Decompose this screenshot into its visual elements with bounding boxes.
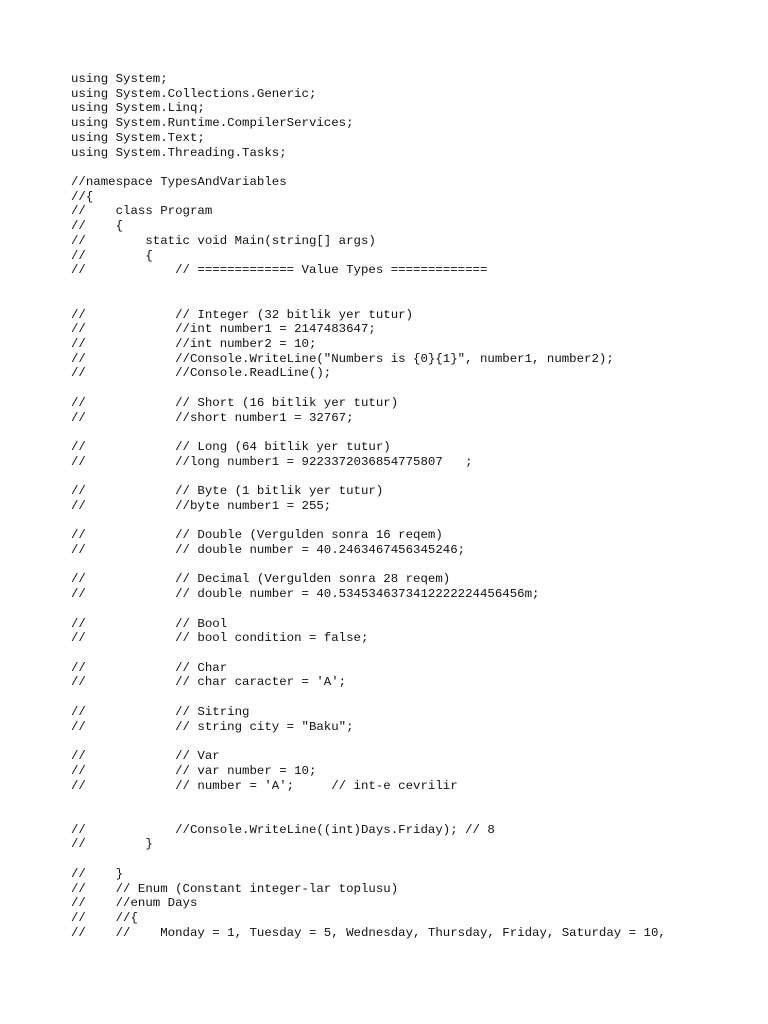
code-line: // //int number1 = 2147483647; xyxy=(71,322,376,337)
code-line: // //byte number1 = 255; xyxy=(71,498,332,513)
code-line: using System.Runtime.CompilerServices; xyxy=(71,116,354,131)
code-line: // } xyxy=(71,866,124,881)
code-line: // { xyxy=(71,248,153,263)
blank-line xyxy=(71,293,666,308)
code-line: // //enum Days xyxy=(71,896,198,911)
code-line: // // ============= Value Types ============= xyxy=(71,263,488,278)
code-line: // // string city = "Baku"; xyxy=(71,719,354,734)
code-line: // // Enum (Constant integer-lar toplusu) xyxy=(71,881,399,896)
code-line: // // Short (16 bitlik yer tutur) xyxy=(71,395,399,410)
blank-line xyxy=(71,734,666,749)
code-line: // //Console.ReadLine(); xyxy=(71,366,332,381)
code-line: // // Var xyxy=(71,749,220,764)
blank-line xyxy=(71,425,666,440)
code-line: using System.Threading.Tasks; xyxy=(71,145,287,160)
code-line: // // Char xyxy=(71,660,228,675)
blank-line xyxy=(71,646,666,661)
code-line: // // Bool xyxy=(71,616,228,631)
code-line: // // Byte (1 bitlik yer tutur) xyxy=(71,484,384,499)
code-line: // //short number1 = 32767; xyxy=(71,410,354,425)
code-line: using System; xyxy=(71,72,168,86)
code-line: // // Integer (32 bitlik yer tutur) xyxy=(71,307,414,322)
code-line: // { xyxy=(71,219,124,234)
blank-line xyxy=(71,514,666,529)
code-line: //{ xyxy=(71,189,94,204)
blank-line xyxy=(71,793,666,808)
code-line: // //Console.WriteLine("Numbers is {0}{1}", number1, number2); xyxy=(71,351,614,366)
blank-line xyxy=(71,852,666,867)
code-line: // static void Main(string[] args) xyxy=(71,233,376,248)
blank-line xyxy=(71,690,666,705)
blank-line xyxy=(71,278,666,293)
blank-line xyxy=(71,160,666,175)
code-line: // // bool condition = false; xyxy=(71,631,369,646)
code-line: // // Monday = 1, Tuesday = 5, Wednesday, Thursday, Friday, Saturday = 10, xyxy=(71,925,666,940)
blank-line xyxy=(71,808,666,823)
code-line: using System.Collections.Generic; xyxy=(71,86,317,101)
code-line: // // var number = 10; xyxy=(71,763,317,778)
blank-line xyxy=(71,469,666,484)
code-line: // //int number2 = 10; xyxy=(71,336,317,351)
blank-line xyxy=(71,602,666,617)
code-line: // class Program xyxy=(71,204,213,219)
code-line: // //{ xyxy=(71,910,138,925)
code-line: using System.Linq; xyxy=(71,101,205,116)
code-line: // // Sitring xyxy=(71,704,250,719)
code-line: // // double number = 40.2463467456345246; xyxy=(71,543,466,557)
code-line: //namespace TypesAndVariables xyxy=(71,175,287,190)
blank-line xyxy=(71,381,666,396)
code-line: // } xyxy=(71,837,153,852)
code-line: // // Long (64 bitlik yer tutur) xyxy=(71,439,391,454)
code-listing xyxy=(71,72,666,940)
code-line: // // double number = 40.5345346373412222224456456m; xyxy=(71,587,540,602)
code-line: // // number = 'A'; // int-e cevrilir xyxy=(71,778,458,793)
code-line: // // Double (Vergulden sonra 16 reqem) xyxy=(71,528,443,543)
code-line: // // char caracter = 'A'; xyxy=(71,675,347,690)
blank-line xyxy=(71,558,666,573)
code-line: // //Console.WriteLine((int)Days.Friday); // 8 xyxy=(71,822,495,837)
code-line: // // Decimal (Vergulden sonra 28 reqem) xyxy=(71,572,451,587)
code-line: // //long number1 = 9223372036854775807 ; xyxy=(71,454,473,469)
code-line: using System.Text; xyxy=(71,130,205,145)
